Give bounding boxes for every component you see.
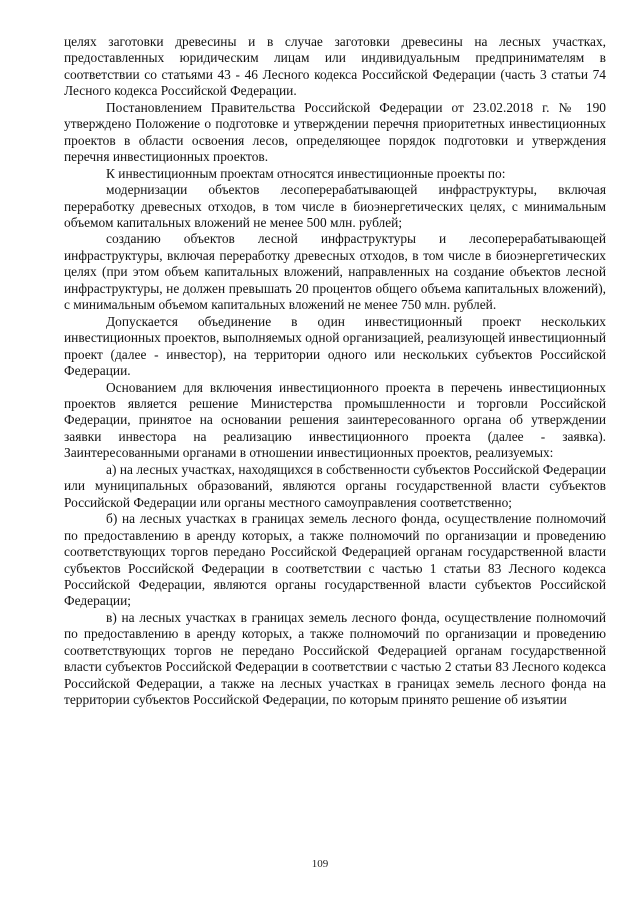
paragraph-3: К инвестиционным проектам относятся инвестиционные проекты по:: [106, 165, 506, 181]
paragraph-4: модернизации объектов лесоперерабатывающей инфраструктуры, включая переработку древесных отходов, в том числе в биоэнергетических целях, с минимальным объемом капитальных вложений не менее 500 млн. рублей;: [64, 182, 606, 230]
paragraph-5: созданию объектов лесной инфраструктуры и лесоперерабатывающей инфраструктуры, включая переработку древесных отходов, в том числе в биоэнергетических целях (при этом объем капитальных вложений, направленных на создание объектов лесной инфраструктуры, не должен превышать 20 процентов общего объема капитальных вложений), с минимальным объемом капитальных вложений не менее 750 млн. рублей.: [64, 231, 606, 313]
paragraph-2: Постановлением Правительства Российской Федерации от 23.02.2018 г. № 190 утверждено Положение о подготовке и утверждении перечня приоритетных инвестиционных проектов в области освоения лесов, определяющее порядок подготовки и утверждения перечня инвестиционных проектов.: [64, 99, 606, 165]
paragraph-6: Допускается объединение в один инвестиционный проект нескольких инвестиционных проектов, выполняемых одной организацией, реализующей инвестиционный проект (далее - инвестор), на территории одного или нескольких субъектов Российской Федерации.: [64, 313, 606, 379]
paragraph-1: целях заготовки древесины и в случае заготовки древесины на лесных участках, предоставленных юридическим лицам или индивидуальным предпринимателям в соответствии со статьями 43 - 46 Лесного кодекса Российской Федерации (часть 3 статьи 74 Лесного кодекса Российской Федерации.: [64, 34, 606, 99]
list-item-b: б) на лесных участках в границах земель лесного фонда, осуществление полномочий по предоставлению в аренду которых, а также полномочий по организации и проведению соответствующих торгов передано Российской Федерацией органам государственной власти субъектов Российской Федерации в соответствии с частью 1 статьи 83 Лесного кодекса Российской Федерации, являются органы государственной власти субъектов Российской Федерации;: [64, 511, 606, 609]
page-number: 109: [311, 858, 329, 870]
document-page: [64, 34, 606, 709]
list-item-v: в) на лесных участках в границах земель лесного фонда, осуществление полномочий по предоставлению в аренду которых, а также полномочий по организации и проведению соответствующих торгов не передано Российской Федерацией органам государственной власти субъектов Российской Федерации в соответствии с частью 2 статьи 83 Лесного кодекса Российской Федерации, а также на лесных участках в границах земель лесного фонда на территории субъектов Российской Федерации, по которым принято решение об изъятии: [64, 609, 606, 708]
paragraph-7: Основанием для включения инвестиционного проекта в перечень инвестиционных проектов является решение Министерства промышленности и торговли Российской Федерации, принятое на основании решения заинтересованного органа об утверждении заявки инвестора на реализацию инвестиционного проекта (далее - заявка). Заинтересованными органами в отношении инвестиционных проектов, реализуемых:: [64, 379, 606, 461]
list-item-a: а) на лесных участках, находящихся в собственности субъектов Российской Федерации или муниципальных образований, являются органы государственной власти субъектов Российской Федерации или органы местного самоуправления соответственно;: [64, 461, 606, 510]
